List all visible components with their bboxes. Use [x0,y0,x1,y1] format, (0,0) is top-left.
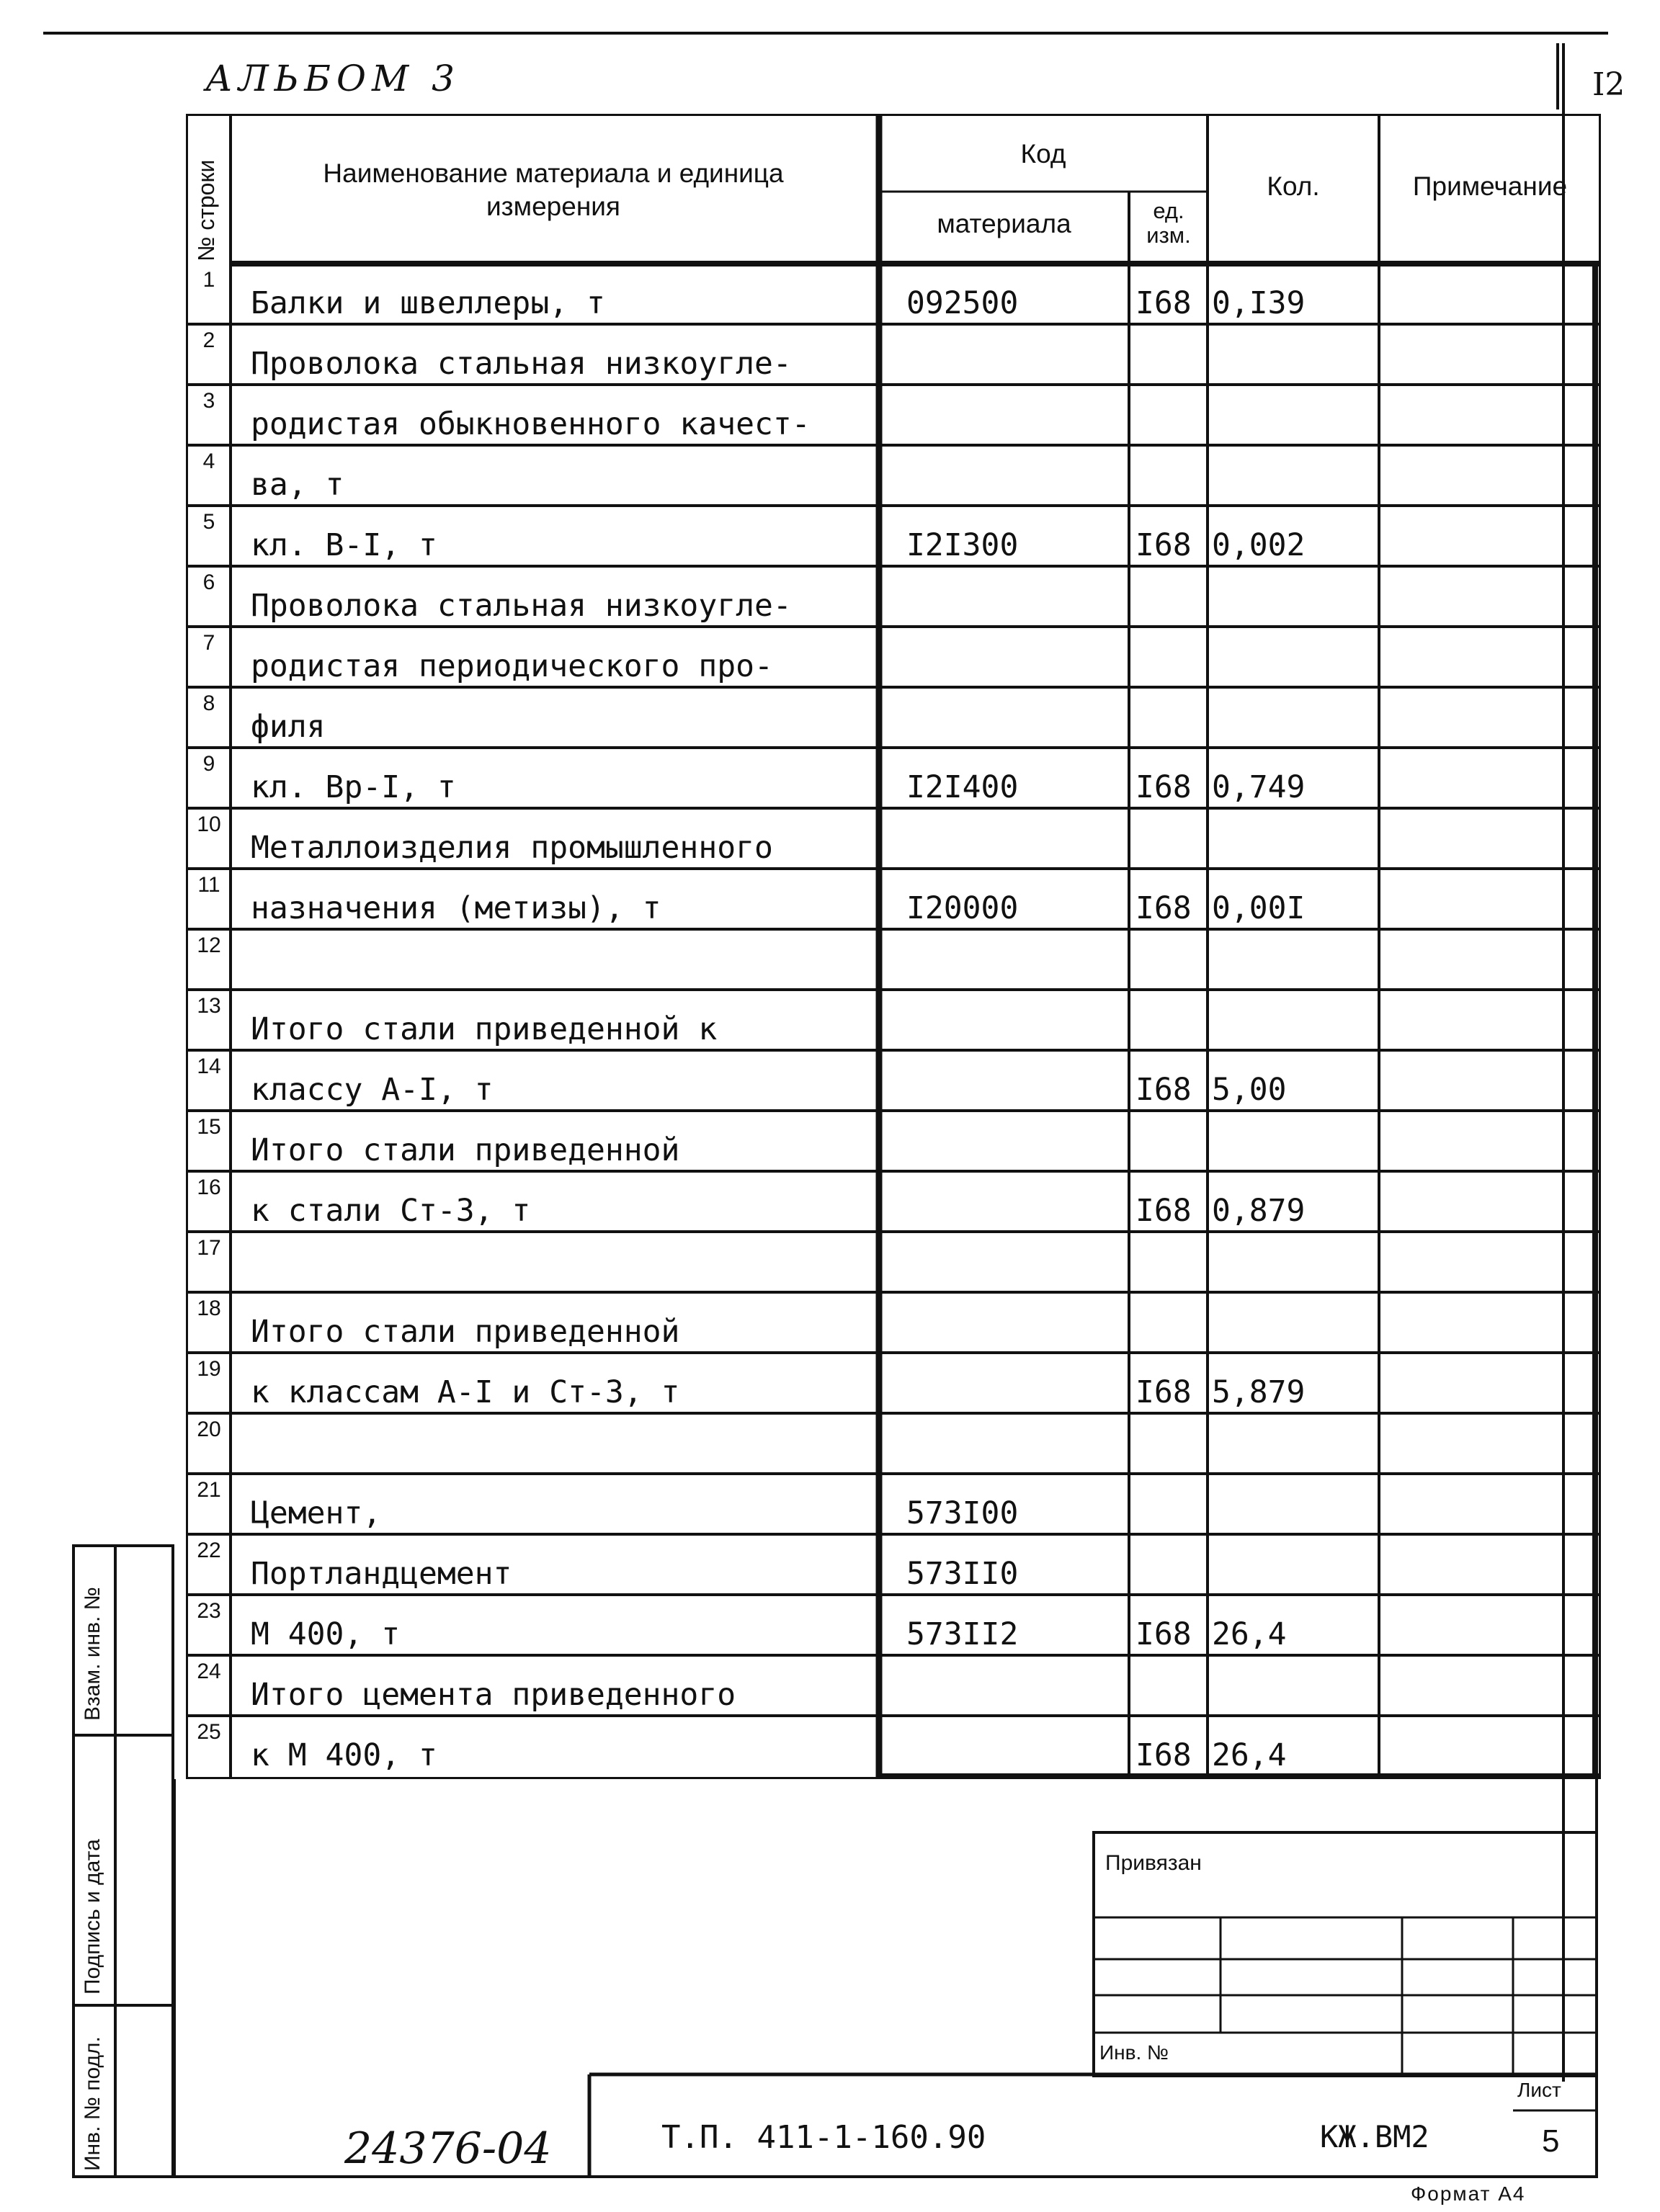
row-unit: I68 [1135,1616,1192,1652]
row-number: 2 [202,328,215,352]
table-row [186,808,1601,869]
row-qty: 0,749 [1212,769,1306,805]
table-row [186,445,1601,506]
row-unit: I68 [1135,1193,1192,1229]
row-code: 092500 [906,285,1019,321]
row-number: 21 [197,1478,221,1502]
side-stamp [72,1544,174,2178]
row-code: I20000 [906,890,1019,926]
row-number: 4 [202,449,215,473]
row-qty: 0,002 [1212,527,1306,563]
row-number: 22 [197,1539,221,1562]
row-number: 8 [202,691,215,715]
row-number: 13 [197,994,221,1018]
row-code: I2I400 [906,769,1019,805]
row-number: 6 [202,570,215,594]
row-name: филя [251,709,326,745]
row-name: кл. В-I, т [251,527,437,563]
row-number: 7 [202,631,215,655]
header-code-material: материала [937,209,1071,238]
row-number: 10 [197,812,221,836]
stamp-sheet-label: Лист [1517,2079,1561,2101]
row-code: I2I300 [906,527,1019,563]
row-name: классу А-I, т [251,1072,494,1108]
row-name: родистая периодического про- [251,648,773,684]
table-row [186,869,1601,929]
row-name: Итого стали приведенной к [251,1011,718,1047]
table-row [186,1474,1601,1534]
top-rule [43,32,1608,35]
header-row-no: № строки [193,159,219,261]
row-qty: 26,4 [1212,1616,1287,1652]
row-number: 5 [202,510,215,534]
row-qty: 26,4 [1212,1737,1287,1773]
side-label-vzam: Взам. инв. № [81,1587,104,1721]
row-number: 9 [202,752,215,776]
table-row [186,1413,1601,1474]
row-name: М 400, т [251,1616,401,1652]
row-name: родистая обыкновенного качест- [251,406,811,442]
row-name: Итого цемента приведенного [251,1677,736,1713]
row-name: к стали Ст-3, т [251,1193,531,1229]
row-number: 12 [197,933,221,957]
row-unit: I68 [1135,1072,1192,1108]
table-row [186,1534,1601,1595]
table-row [186,1111,1601,1171]
materials-table [186,114,1601,1779]
stamp-inv-no: Инв. № [1099,2041,1169,2064]
stamp-privyazan: Привязан [1105,1851,1202,1875]
table-row [186,1353,1601,1413]
row-number: 19 [197,1357,221,1381]
row-unit: I68 [1135,890,1192,926]
stamp-doc-id: Т.П. 411-1-160.90 [661,2119,986,2156]
row-name: Металлоизделия промышленного [251,830,773,866]
header-code: Код [1020,139,1066,169]
table-row [186,566,1601,627]
header-code-unit: ед. изм. [1146,198,1191,248]
table-row [186,990,1601,1050]
table-row [186,1716,1601,1776]
table-row [186,1292,1601,1353]
row-unit: I68 [1135,285,1192,321]
row-unit: I68 [1135,1374,1192,1410]
row-name: к классам А-I и Ст-3, т [251,1374,680,1410]
row-number: 25 [197,1720,221,1744]
row-name: Портландцемент [251,1556,512,1592]
header-note: Примечание [1412,171,1568,201]
row-name: Проволока стальная низкоуглe- [251,346,792,382]
row-number: 3 [202,389,215,413]
table-row [186,385,1601,445]
row-name: назначения (метизы), т [251,890,661,926]
header-name: Наименование материала и единица измерения [323,158,784,221]
row-code: 573II2 [906,1616,1019,1652]
table-row [186,1595,1601,1655]
side-label-podpis: Подпись и дата [81,1839,104,1994]
table-row [186,687,1601,748]
row-number: 14 [197,1054,221,1078]
stamp-doc-code: КЖ.ВМ2 [1320,2119,1429,2154]
row-qty: 0,879 [1212,1193,1306,1229]
row-qty: 5,879 [1212,1374,1306,1410]
row-code: 573II0 [906,1556,1019,1592]
table-row [186,506,1601,566]
page-number-divider [1556,43,1559,109]
table-row [186,929,1601,990]
table-row [186,1655,1601,1716]
row-number: 20 [197,1418,221,1441]
row-unit: I68 [1135,527,1192,563]
table-row [186,1171,1601,1232]
row-name: Цемент, [251,1495,382,1531]
row-number: 11 [197,873,220,897]
row-name: ва, т [251,467,344,503]
row-number: 15 [197,1115,221,1139]
header-qty: Кол. [1267,171,1320,201]
table-row [186,627,1601,687]
stamp-sheet-no: 5 [1542,2123,1560,2159]
row-qty: 5,00 [1212,1072,1287,1108]
album-label: АЛЬБОМ 3 [205,58,460,99]
row-number: 1 [202,268,215,292]
format-label: Формат А4 [1411,2182,1526,2205]
page-number: I2 [1592,66,1625,103]
table-row [186,264,1601,324]
table-row [186,748,1601,808]
side-label-inv-podl: Инв. № подл. [81,2036,104,2171]
row-name: Проволока стальная низкоугле- [251,588,792,624]
row-qty: 0,I39 [1212,285,1306,321]
row-name: Балки и швеллеры, т [251,285,605,321]
row-name: Итого стали приведенной [251,1314,680,1350]
row-qty: 0,00I [1212,890,1306,926]
table-row [186,1232,1601,1292]
row-unit: I68 [1135,1737,1192,1773]
row-number: 16 [197,1176,221,1199]
row-number: 18 [197,1297,221,1320]
row-number: 24 [197,1660,221,1683]
table-row [186,324,1601,385]
row-unit: I68 [1135,769,1192,805]
row-number: 23 [197,1599,221,1623]
row-name: Итого стали приведенной [251,1132,680,1168]
row-name: кл. Bр-I, т [251,769,456,805]
row-number: 17 [197,1236,221,1260]
stamp-inventory-hand: 24376-04 [344,2123,552,2174]
row-name: к М 400, т [251,1737,437,1773]
row-code: 573I00 [906,1495,1019,1531]
table-row [186,1050,1601,1111]
